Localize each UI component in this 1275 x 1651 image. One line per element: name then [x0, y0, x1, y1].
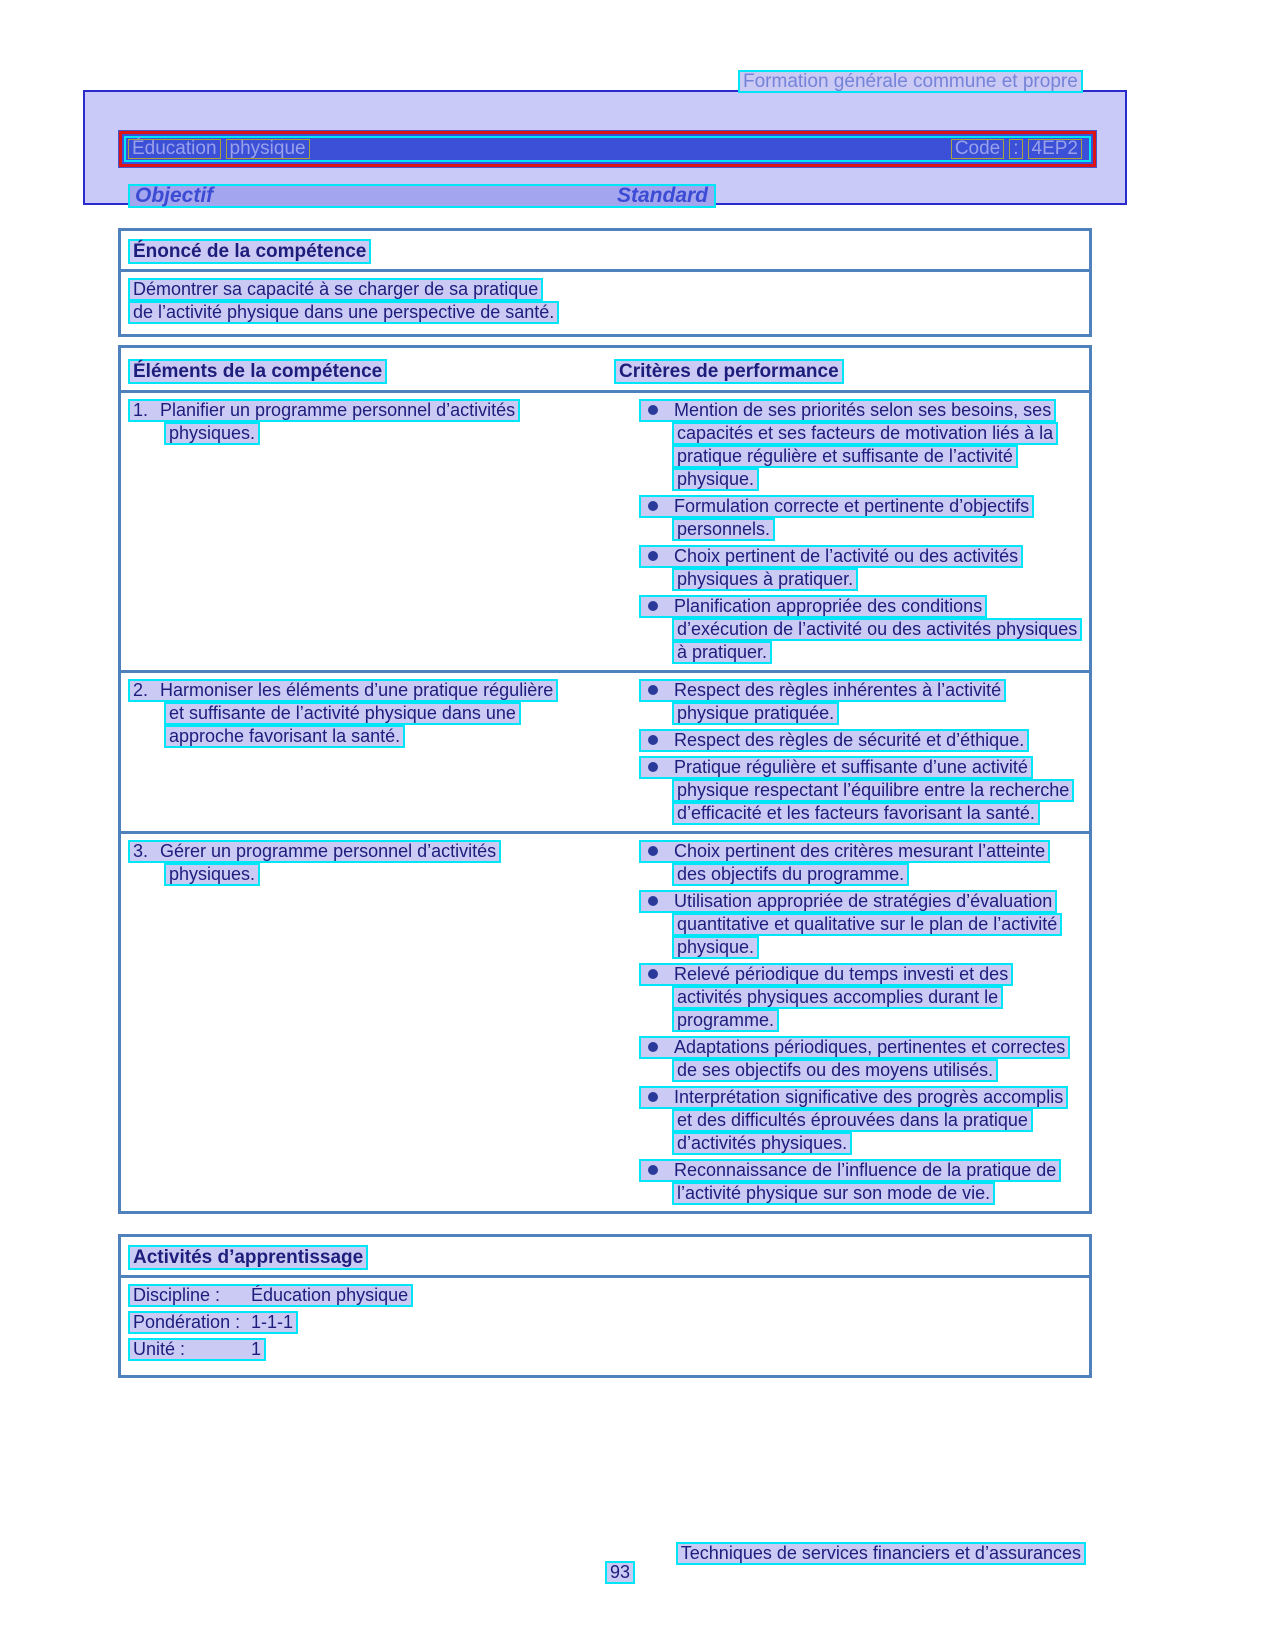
footer-program [676, 1542, 1086, 1565]
competence-table-header [121, 348, 1089, 393]
bullet-icon [648, 601, 658, 611]
element-line [128, 840, 617, 863]
element-line [164, 702, 617, 725]
criterion-line [617, 679, 1089, 702]
criterion [617, 545, 1089, 591]
criterion [617, 595, 1089, 664]
criterion-line [617, 702, 1089, 725]
element-cell [121, 399, 617, 664]
activity-line [128, 1284, 413, 1307]
criterion-line [617, 779, 1089, 802]
criterion-text: d’exécution de l’activité ou des activités physiques [672, 618, 1082, 641]
activites-header-text: Activités d’apprentissage [128, 1245, 368, 1270]
criterion-line [617, 1109, 1089, 1132]
criteres-header-text: Critères de performance [614, 359, 844, 384]
title-ocr-line [124, 136, 1091, 162]
criterion [617, 1036, 1089, 1082]
activity-label: Pondération : [133, 1312, 241, 1332]
course-title-word-2: physique [226, 139, 310, 159]
criterion-text: Interprétation significative des progrès accomplis [674, 1087, 1064, 1107]
enonce-body [121, 272, 1089, 334]
page-number-text: 93 [605, 1561, 635, 1584]
criterion-line [617, 986, 1089, 1009]
criterion-text: Choix pertinent de l’activité ou des activités [674, 546, 1019, 566]
criterion-text: Relevé périodique du temps investi et des [674, 964, 1009, 984]
code-separator: : [1009, 139, 1022, 159]
criterion-first-line [639, 595, 987, 618]
criterion-text: de ses objectifs ou des moyens utilisés. [672, 1059, 998, 1082]
enonce-line-text: de l’activité physique dans une perspective de santé. [128, 301, 559, 324]
element-number: 1. [133, 400, 149, 420]
standard-label: Standard [617, 184, 709, 207]
element-line [128, 679, 617, 702]
criterion-line [617, 641, 1089, 664]
criteria-cell [617, 399, 1089, 664]
activity-row [128, 1284, 1089, 1311]
criterion [617, 756, 1089, 825]
footer-program-text: Techniques de services financiers et d’assurances [676, 1542, 1086, 1565]
criterion-line [617, 422, 1089, 445]
criterion-text: des objectifs du programme. [672, 863, 909, 886]
criterion-text: personnels. [672, 518, 775, 541]
criterion-first-line [639, 890, 1057, 913]
element-text: physiques. [164, 422, 260, 445]
criterion-line [617, 963, 1089, 986]
element-first-line [128, 840, 501, 863]
bullet-icon [648, 1165, 658, 1175]
criterion-text: programme. [672, 1009, 779, 1032]
element-first-line [128, 679, 558, 702]
element-text: Gérer un programme personnel d’activités [160, 841, 497, 861]
bullet-icon [648, 735, 658, 745]
bullet-icon [648, 551, 658, 561]
enonce-line [128, 301, 1089, 324]
criterion [617, 399, 1089, 491]
criterion [617, 729, 1089, 752]
criterion-text: Choix pertinent des critères mesurant l’atteinte [674, 841, 1046, 861]
criterion [617, 963, 1089, 1032]
criterion-line [617, 595, 1089, 618]
criterion-text: à pratiquer. [672, 641, 772, 664]
bullet-icon [648, 685, 658, 695]
enonce-table [118, 228, 1092, 337]
competence-table [118, 345, 1092, 1214]
criterion-text: Planification appropriée des conditions [674, 596, 983, 616]
activity-line [128, 1338, 266, 1361]
element-text: physiques. [164, 863, 260, 886]
enonce-line-text: Démontrer sa capacité à se charger de sa pratique [128, 278, 543, 301]
bullet-icon [648, 1042, 658, 1052]
criterion-text: activités physiques accomplies durant le [672, 986, 1003, 1009]
criterion [617, 1086, 1089, 1155]
criterion-first-line [639, 963, 1013, 986]
criterion-first-line [639, 840, 1050, 863]
bullet-icon [648, 405, 658, 415]
criterion-text: quantitative et qualitative sur le plan de l’activité [672, 913, 1062, 936]
element-text: approche favorisant la santé. [164, 725, 405, 748]
criterion-line [617, 445, 1089, 468]
criterion-line [617, 890, 1089, 913]
element-number: 2. [133, 680, 149, 700]
activity-label: Unité : [133, 1339, 186, 1359]
bullet-icon [648, 896, 658, 906]
competence-row [121, 834, 1089, 1211]
criterion-line [617, 1009, 1089, 1032]
criteria-cell [617, 840, 1089, 1205]
criterion-line [617, 1132, 1089, 1155]
criterion-text: Respect des règles de sécurité et d’éthique. [674, 730, 1025, 750]
running-header [738, 70, 1083, 93]
criterion-text: Adaptations périodiques, pertinentes et correctes [674, 1037, 1066, 1057]
element-cell [121, 840, 617, 1205]
running-header-text: Formation générale commune et propre [738, 70, 1083, 93]
criterion-line [617, 1159, 1089, 1182]
criterion-line [617, 545, 1089, 568]
element-cell [121, 679, 617, 825]
activity-label: Discipline : [133, 1285, 221, 1305]
enonce-table-header [121, 231, 1089, 272]
criterion [617, 890, 1089, 959]
activity-row [128, 1311, 1089, 1338]
criterion-text: Respect des règles inhérentes à l’activité [674, 680, 1002, 700]
criterion-line [617, 840, 1089, 863]
criterion-line [617, 1182, 1089, 1205]
enonce-line [128, 278, 1089, 301]
criterion-line [617, 518, 1089, 541]
criterion-text: Mention de ses priorités selon ses besoins, ses [674, 400, 1052, 420]
criterion-text: physique respectant l’équilibre entre la recherche [672, 779, 1074, 802]
criterion-text: d’efficacité et les facteurs favorisant la santé. [672, 802, 1040, 825]
criterion-line [617, 756, 1089, 779]
criterion-line [617, 1059, 1089, 1082]
criterion-first-line [639, 679, 1006, 702]
criterion-first-line [639, 729, 1029, 752]
course-title-bar-inner [119, 131, 1096, 167]
criterion-line [617, 468, 1089, 491]
criterion-first-line [639, 1036, 1070, 1059]
criterion-line [617, 399, 1089, 422]
bullet-icon [648, 969, 658, 979]
criterion-text: Reconnaissance de l’influence de la pratique de [674, 1160, 1057, 1180]
activites-body [121, 1278, 1089, 1375]
element-text: et suffisante de l’activité physique dans une [164, 702, 521, 725]
page-number [605, 1561, 635, 1584]
criterion [617, 1159, 1089, 1205]
criterion-line [617, 936, 1089, 959]
activity-value: 1-1-1 [251, 1312, 294, 1332]
code-label: Code [951, 139, 1004, 159]
activity-line [128, 1311, 298, 1334]
activity-value: Éducation physique [251, 1285, 409, 1305]
activity-value: 1 [251, 1339, 262, 1359]
criterion-text: Pratique régulière et suffisante d’une activité [674, 757, 1028, 777]
objectif-standard-band [128, 184, 716, 208]
element-line [164, 863, 617, 886]
criterion-line [617, 913, 1089, 936]
enonce-header-text: Énoncé de la compétence [128, 239, 371, 264]
criterion-text: physique. [672, 936, 759, 959]
criterion-line [617, 495, 1089, 518]
criterion-text: d’activités physiques. [672, 1132, 852, 1155]
criterion-text: l’activité physique sur son mode de vie. [672, 1182, 995, 1205]
criterion [617, 679, 1089, 725]
criteria-cell [617, 679, 1089, 825]
activites-table [118, 1234, 1092, 1378]
criterion-line [617, 1036, 1089, 1059]
criterion-first-line [639, 399, 1056, 422]
competence-rows [121, 393, 1089, 1211]
criterion-text: Formulation correcte et pertinente d’objectifs [674, 496, 1030, 516]
criterion-text: Utilisation appropriée de stratégies d’évaluation [674, 891, 1053, 911]
bullet-icon [648, 762, 658, 772]
element-line [164, 422, 617, 445]
course-title-word-1: Éducation [128, 139, 221, 159]
criterion-first-line [639, 1086, 1068, 1109]
element-first-line [128, 399, 520, 422]
criterion-text: capacités et ses facteurs de motivation liés à la [672, 422, 1058, 445]
criterion [617, 495, 1089, 541]
criterion-line [617, 1086, 1089, 1109]
criterion-text: pratique régulière et suffisante de l’activité [672, 445, 1018, 468]
competence-row [121, 673, 1089, 834]
element-line [164, 725, 617, 748]
bullet-icon [648, 501, 658, 511]
criterion-line [617, 729, 1089, 752]
criterion-line [617, 568, 1089, 591]
criterion [617, 840, 1089, 886]
element-number: 3. [133, 841, 149, 861]
competence-row [121, 393, 1089, 673]
element-text: Harmoniser les éléments d’une pratique régulière [160, 680, 554, 700]
element-text: Planifier un programme personnel d’activités [160, 400, 516, 420]
criterion-first-line [639, 545, 1023, 568]
bullet-icon [648, 1092, 658, 1102]
activity-row [128, 1338, 1089, 1365]
criterion-text: physique pratiquée. [672, 702, 839, 725]
element-line [128, 399, 617, 422]
bullet-icon [648, 846, 658, 856]
activites-table-header [121, 1237, 1089, 1278]
title-panel [83, 90, 1127, 205]
criterion-text: et des difficultés éprouvées dans la pratique [672, 1109, 1033, 1132]
elements-header-text: Éléments de la compétence [128, 359, 387, 384]
objectif-label: Objectif [135, 184, 214, 207]
criterion-text: physiques à pratiquer. [672, 568, 858, 591]
criterion-line [617, 802, 1089, 825]
criterion-line [617, 618, 1089, 641]
criterion-first-line [639, 756, 1033, 779]
criterion-line [617, 863, 1089, 886]
course-title-bar [118, 130, 1097, 168]
criterion-first-line [639, 495, 1034, 518]
criterion-text: physique. [672, 468, 759, 491]
criterion-first-line [639, 1159, 1061, 1182]
code-value: 4EP2 [1028, 139, 1082, 159]
